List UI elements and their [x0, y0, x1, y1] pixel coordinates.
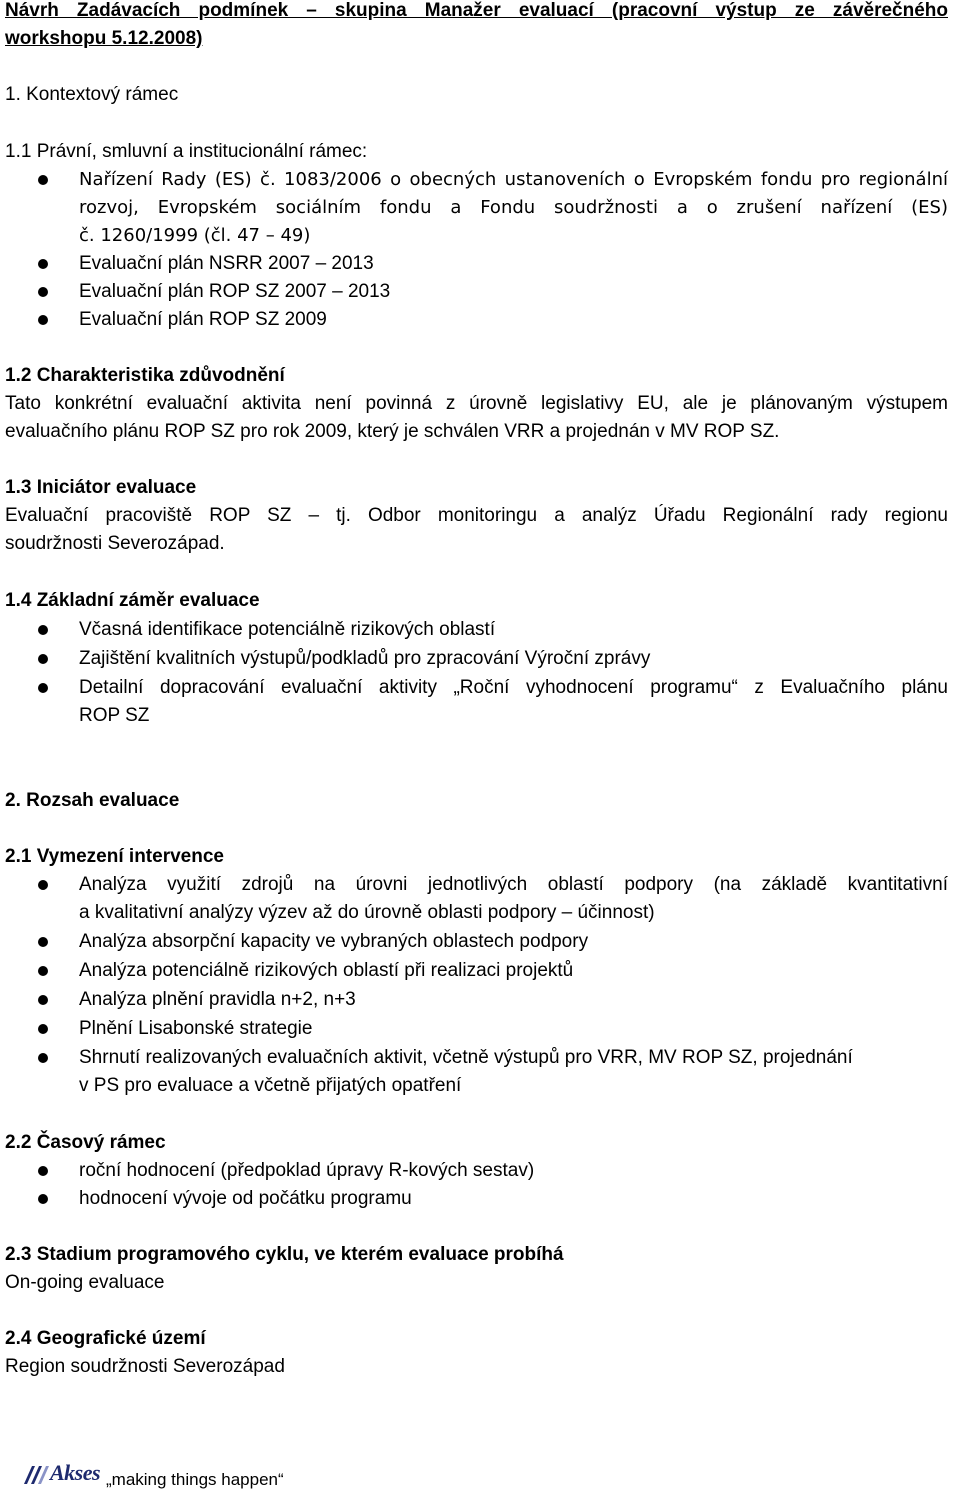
paragraph-line: Tato konkrétní evaluační aktivita není povinná z úrovně legislativy EU, ale je plánovaným výstupem [5, 393, 948, 414]
bullet-icon [38, 654, 48, 664]
bullet-icon [38, 625, 48, 635]
paragraph-line: evaluačního plánu ROP SZ pro rok 2009, který je schválen VRR a projednán v MV ROP SZ. [5, 421, 780, 442]
heading-1-2: 1.2 Charakteristika zdůvodnění [5, 365, 285, 386]
heading-1-4: 1.4 Základní záměr evaluace [5, 590, 260, 611]
list-item: Zajištění kvalitních výstupů/podkladů pro zpracování Výroční zprávy [79, 648, 651, 669]
list-item: Včasná identifikace potenciálně rizikových oblastí [79, 619, 496, 640]
list-item: Evaluační plán ROP SZ 2009 [79, 309, 327, 330]
bullet-icon [38, 1024, 48, 1034]
bullet-icon [38, 315, 48, 325]
list-item: Nařízení Rady (ES) č. 1083/2006 o obecných ustanoveních o Evropském fondu pro regionální [79, 169, 948, 190]
bullet-icon [38, 937, 48, 947]
bullet-icon [38, 1166, 48, 1176]
list-item-continuation: v PS pro evaluace a včetně přijatých opatření [79, 1075, 462, 1096]
list-item: roční hodnocení (předpoklad úpravy R-kových sestav) [79, 1160, 535, 1181]
list-item: Analýza absorpční kapacity ve vybraných oblastech podpory [79, 931, 589, 952]
bullet-icon [38, 1194, 48, 1204]
akses-logo-text: Akses [50, 1460, 101, 1485]
paragraph-line: On-going evaluace [5, 1272, 165, 1293]
list-item-continuation: a kvalitativní analýzy výzev až do úrovně oblasti podpory – účinnost) [79, 902, 655, 923]
heading-2-3: 2.3 Stadium programového cyklu, ve kterém evaluace probíhá [5, 1244, 564, 1265]
paragraph-line: Region soudržnosti Severozápad [5, 1356, 285, 1377]
bullet-icon [38, 175, 48, 185]
bullet-icon [38, 259, 48, 269]
list-item-continuation: č. 1260/1999 (čl. 47 – 49) [79, 225, 311, 246]
list-item: hodnocení vývoje od počátku programu [79, 1188, 412, 1209]
footer-slogan: „making things happen“ [106, 1470, 284, 1489]
bullet-icon [38, 683, 48, 693]
heading-1: 1. Kontextový rámec [5, 84, 179, 105]
bullet-icon [38, 995, 48, 1005]
bullet-icon [38, 287, 48, 297]
list-item: Analýza plnění pravidla n+2, n+3 [79, 989, 356, 1010]
heading-2: 2. Rozsah evaluace [5, 790, 180, 811]
bullet-icon [38, 880, 48, 890]
heading-2-4: 2.4 Geografické území [5, 1328, 206, 1349]
list-item: Analýza potenciálně rizikových oblastí při realizaci projektů [79, 960, 574, 981]
bullet-icon [38, 1053, 48, 1063]
heading-2-2: 2.2 Časový rámec [5, 1132, 166, 1153]
list-item-continuation: ROP SZ [79, 705, 150, 726]
document-title-line-1: Návrh Zadávacích podmínek – skupina Manažer evaluací (pracovní výstup ze závěrečného [5, 0, 948, 21]
heading-1-3: 1.3 Iniciátor evaluace [5, 477, 197, 498]
heading-1-1: 1.1 Právní, smluvní a institucionální rámec: [5, 141, 368, 162]
list-item: Evaluační plán ROP SZ 2007 – 2013 [79, 281, 391, 302]
akses-logo-icon [22, 1464, 52, 1486]
list-item: Detailní dopracování evaluační aktivity „Roční vyhodnocení programu“ z Evaluačního plánu [79, 677, 948, 698]
list-item: Evaluační plán NSRR 2007 – 2013 [79, 253, 374, 274]
list-item-continuation: rozvoj, Evropském sociálním fondu a Fondu soudržnosti a o zrušení nařízení (ES) [79, 197, 948, 218]
document-title-line-2: workshopu 5.12.2008) [5, 28, 203, 49]
bullet-icon [38, 966, 48, 976]
paragraph-line: soudržnosti Severozápad. [5, 533, 225, 554]
heading-2-1: 2.1 Vymezení intervence [5, 846, 224, 867]
list-item: Plnění Lisabonské strategie [79, 1018, 313, 1039]
list-item: Analýza využití zdrojů na úrovni jednotlivých oblastí podpory (na základě kvantitativní [79, 874, 948, 895]
list-item: Shrnutí realizovaných evaluačních aktivit, včetně výstupů pro VRR, MV ROP SZ, projednání [79, 1047, 853, 1068]
paragraph-line: Evaluační pracoviště ROP SZ – tj. Odbor monitoringu a analýz Úřadu Regionální rady regionu [5, 505, 948, 526]
